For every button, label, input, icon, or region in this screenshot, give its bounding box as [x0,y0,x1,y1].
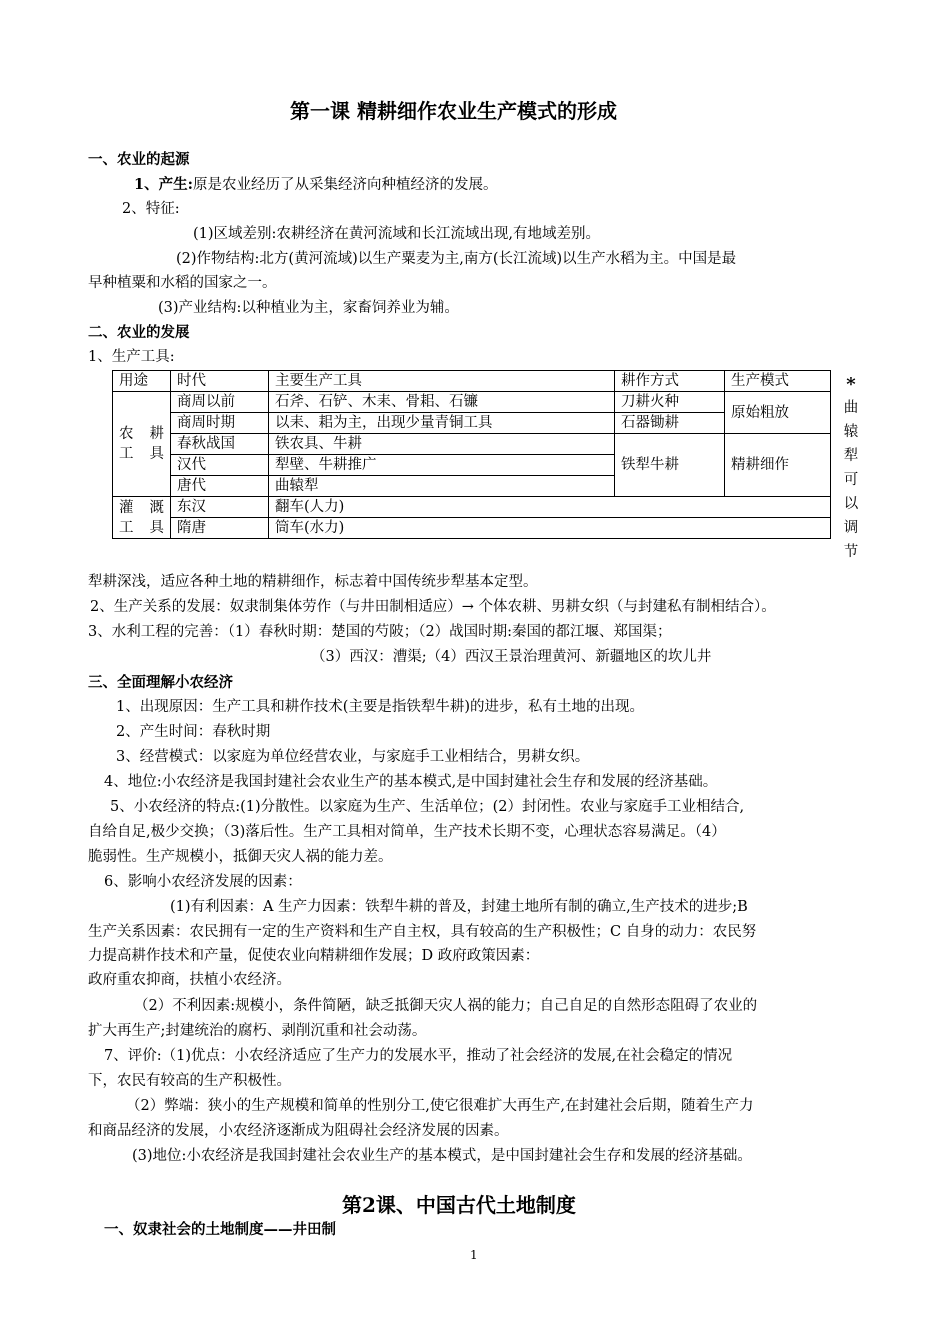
small-farming-item-5-line2: 自给自足,极少交换；（3)落后性。生产工具相对简单，生产技术长期不变，心理状态容易满足。（4） [88,824,726,840]
group-irrigation-tools: 灌 溉 工具 [113,497,171,539]
table-row [113,518,831,539]
small-farming-item-1: 1、出现原因：生产工具和耕作技术(主要是指铁犁牛耕)的进步，私有土地的出现。 [116,699,645,715]
side-note-char: 曲 [843,400,859,416]
small-farming-item-2: 2、产生时间：春秋时期 [116,724,271,740]
era-cell: 商周时期 [171,413,269,434]
section-heading-origin: 一、农业的起源 [88,152,190,168]
tools-cell: 石斧、石铲、木耒、骨耜、石镰 [269,392,615,413]
origin-item-2c: (3)产业结构:以种植业为主，家畜饲养业为辅。 [158,300,459,316]
origin-item-2b-line1: (2)作物结构:北方(黄河流域)以生产粟麦为主,南方(长江流域)以生产水稻为主。中国是最 [176,251,737,267]
status-line: (3)地位:小农经济是我国封建社会农业生产的基本模式，是中国封建社会生存和发展的经济基础。 [132,1148,752,1164]
method-cell: 石器锄耕 [615,413,725,434]
plow-text: 犁耕深浅，适应各种土地的精耕细作，标志着中国传统步犁基本定型。 [88,574,538,590]
factors-favorable-line2: 生产关系因素：农民拥有一定的生产资料和生产自主权，具有较高的生产积极性；C 自身的动力：农民努 [88,924,757,940]
table-row [113,434,831,455]
table-header-cell: 耕作方式 [615,371,725,392]
tools-cell: 曲辕犁 [269,476,615,497]
table-row [113,392,831,413]
factors-favorable-line1: (1)有利因素：A 生产力因素：铁犁牛耕的普及，封建土地所有制的确立,生产技术的进步;B [170,899,748,915]
table-header-cell: 主要生产工具 [269,371,615,392]
origin-item-1-text: 原是农业经历了从采集经济向种植经济的发展。 [192,177,498,193]
era-cell: 唐代 [171,476,269,497]
factors-unfavorable-line1: （2）不利因素:规模小，条件简陋，缺乏抵御天灾人祸的能力；自己自足的自然形态阻碍了农业的 [134,998,758,1014]
table-row [113,413,831,434]
era-cell: 东汉 [171,497,269,518]
small-farming-item-4: 4、地位:小农经济是我国封建社会农业生产的基本模式,是中国封建社会生存和发展的经济基础。 [104,774,718,790]
section-heading-small-farming: 三、全面理解小农经济 [88,675,233,691]
side-note-vertical [838,374,864,564]
method-cell-iron-plow: 铁犁牛耕 [615,434,725,497]
tools-cell: 翻车(人力) [269,497,831,518]
side-note-char: 犁 [843,448,859,464]
table-header-cell: 用途 [113,371,171,392]
relations-paragraph: 2、生产关系的发展：奴隶制集体劳作（与井田制相适应）→ 个体农耕、男耕女织（与封建私有制相结合）。 [90,599,776,615]
factors-unfavorable-line2: 扩大再生产;封建统治的腐朽、剥削沉重和社会动荡。 [88,1023,427,1039]
drawbacks-line2: 和商品经济的发展，小农经济逐渐成为阻碍社会经济发展的因素。 [88,1123,509,1139]
small-farming-item-6: 6、影响小农经济发展的因素： [104,874,302,890]
side-note-char: 节 [843,544,859,560]
origin-item-2b-line2: 早种植粟和水稻的国家之一。 [88,275,277,291]
method-cell: 刀耕火种 [615,392,725,413]
side-note-char: 调 [843,520,859,536]
lesson-title: 第一课 精耕细作农业生产模式的形成 [290,99,617,123]
era-cell: 汉代 [171,455,269,476]
origin-item-2: 2、特征: [122,201,180,217]
side-note-char: 辕 [843,424,859,440]
small-farming-item-5-line3: 脆弱性。生产规模小，抵御天灾人祸的能力差。 [88,849,393,865]
table-header-cell: 时代 [171,371,269,392]
era-cell: 春秋战国 [171,434,269,455]
table-header-row [113,371,831,392]
factors-favorable-line4: 政府重农抑商，扶植小农经济。 [88,972,291,988]
era-cell: 隋唐 [171,518,269,539]
group-farming-tools: 农 耕 工具 [113,392,171,497]
small-farming-item-3: 3、经营模式：以家庭为单位经营农业，与家庭手工业相结合，男耕女织。 [116,749,590,765]
irrigation-line-1: 3、水利工程的完善：（1）春秋时期：楚国的芍陂；（2）战国时期:秦国的都江堰、郑国渠； [88,624,672,640]
era-cell: 商周以前 [171,392,269,413]
small-farming-item-5-line1: 5、小农经济的特点:(1)分散性。以家庭为生产、生活单位；(2）封闭性。农业与家庭手工业相结合, [110,799,745,815]
tools-cell: 铁农具、牛耕 [269,434,615,455]
table-row [113,497,831,518]
tools-cell: 犁壁、牛耕推广 [269,455,615,476]
drawbacks-line1: （2）弊端：狭小的生产规模和简单的性别分工,使它很难扩大再生产,在封建社会后期，随着生产力 [126,1098,754,1114]
asterisk-mark: * [846,374,856,395]
lesson2-title: 第2课、中国古代土地制度 [342,1193,576,1217]
evaluation-line1: 7、评价:（1)优点：小农经济适应了生产力的发展水平，推动了社会经济的发展,在社会稳定的情况 [104,1048,733,1064]
table-header-cell: 生产模式 [725,371,831,392]
tools-label: 1、生产工具: [88,349,175,365]
lesson2-heading: 一、奴隶社会的土地制度——井田制 [104,1222,336,1238]
origin-item-1 [134,175,497,195]
tools-table [112,370,831,539]
origin-item-1-label: 1、产生: [134,176,193,193]
tools-cell: 以耒、耜为主，出现少量青铜工具 [269,413,615,434]
tools-cell: 筒车(水力) [269,518,831,539]
irrigation-line-2: （3）西汉：漕渠;（4）西汉王景治理黄河、新疆地区的坎儿井 [311,649,712,665]
factors-favorable-line3: 力提高耕作技术和产量，促使农业向精耕细作发展；D 政府政策因素： [88,948,540,964]
mode-cell-primitive: 原始粗放 [725,392,831,434]
section-heading-development: 二、农业的发展 [88,325,190,341]
side-note-char: 可 [843,472,859,488]
mode-cell-intensive: 精耕细作 [725,434,831,497]
evaluation-line2: 下，农民有较高的生产积极性。 [88,1073,291,1089]
side-note-char: 以 [843,496,859,512]
page-number: 1 [470,1248,478,1262]
origin-item-2a: (1)区域差别:农耕经济在黄河流域和长江流域出现,有地域差别。 [193,226,601,242]
